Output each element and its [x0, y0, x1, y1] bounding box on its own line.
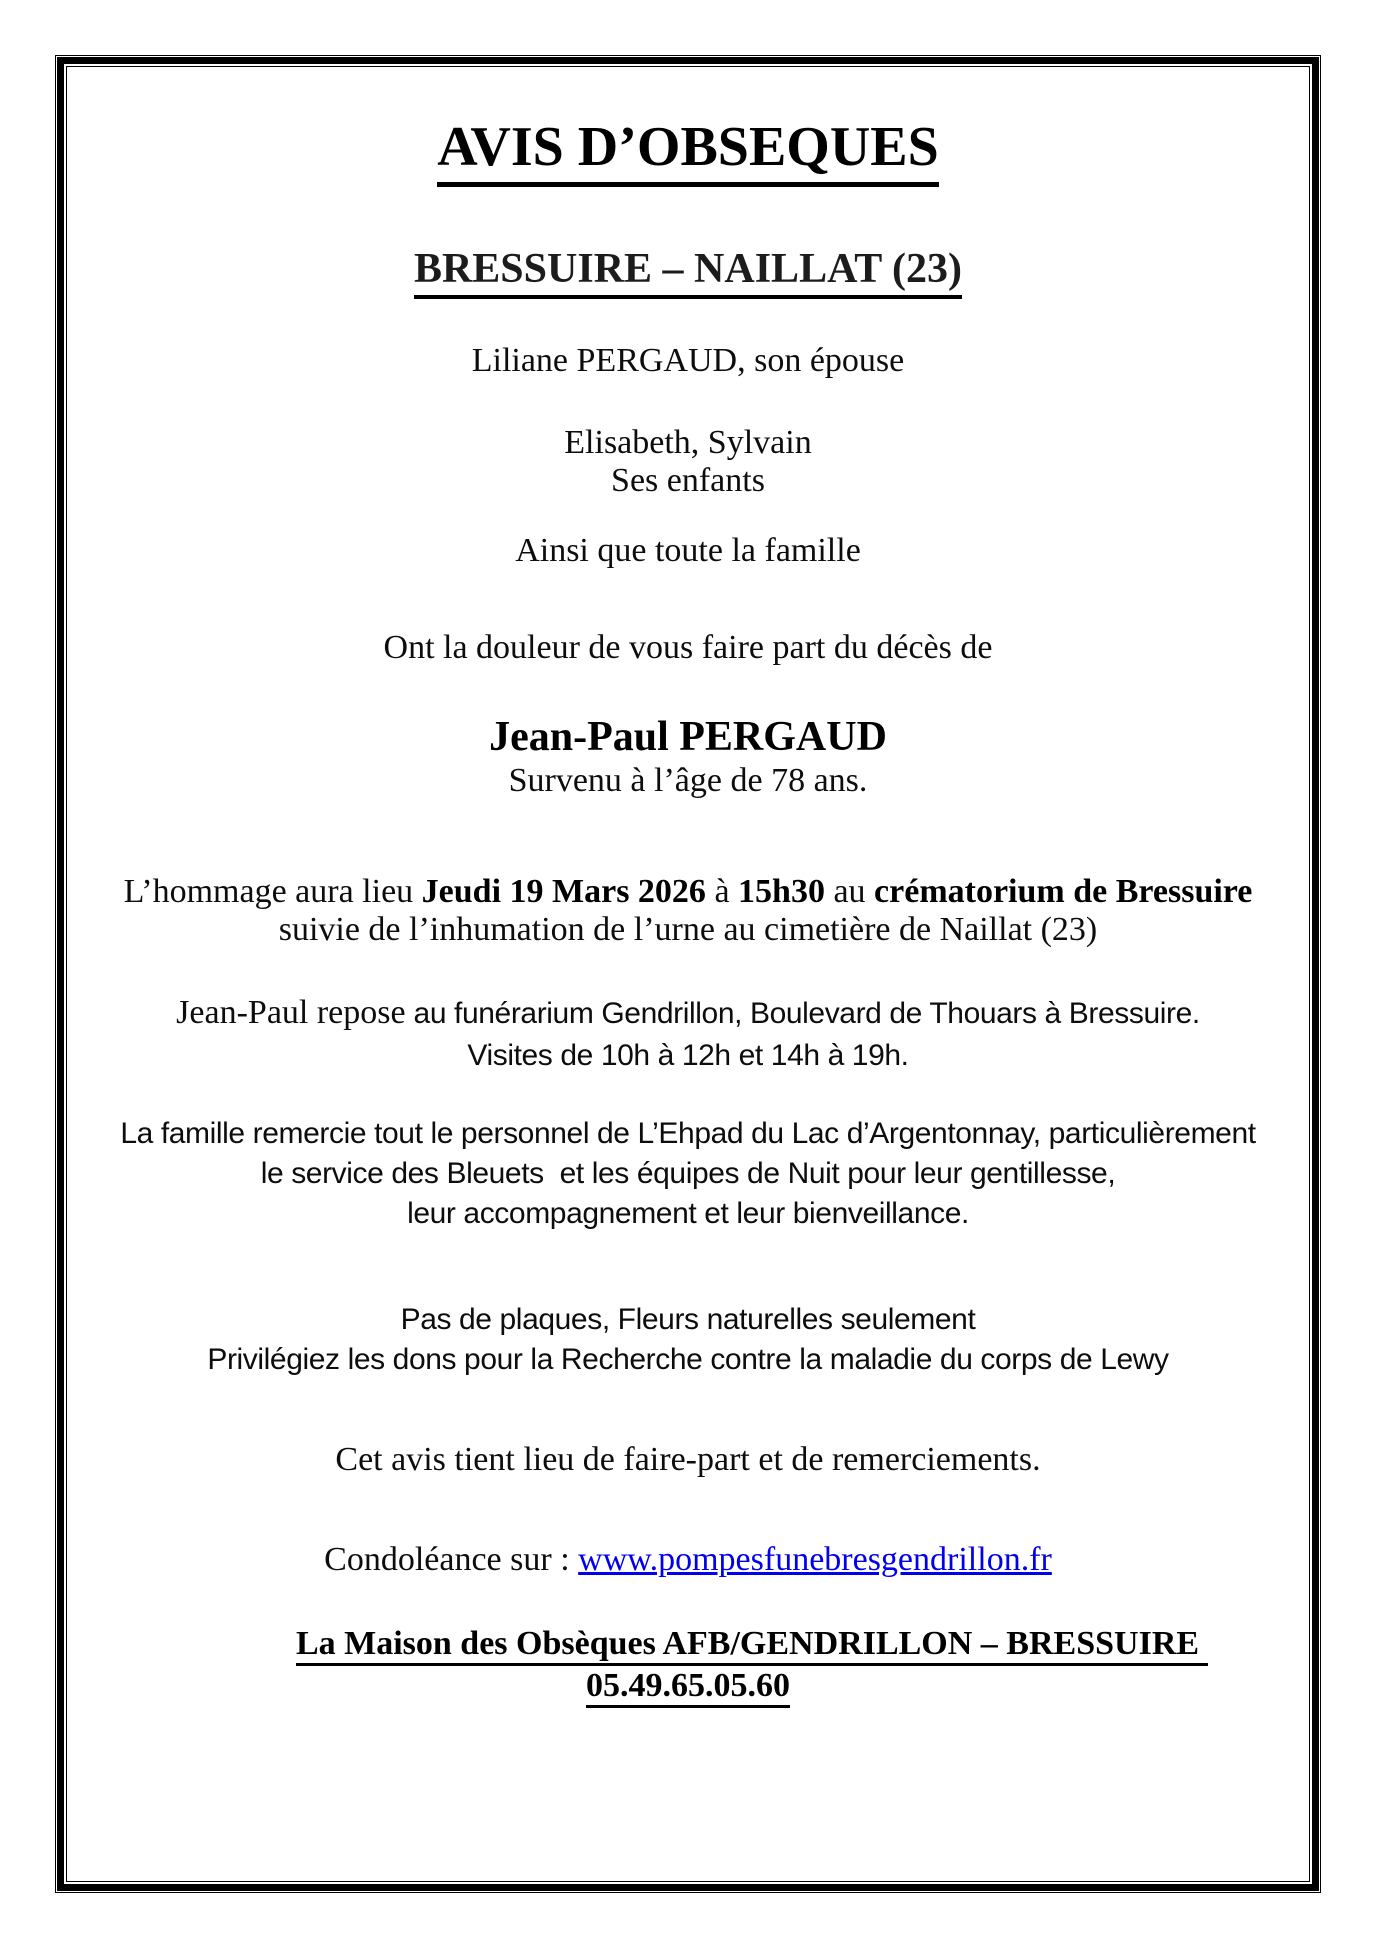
- spouse-line: Liliane PERGAUD, son épouse: [471, 342, 905, 379]
- funeral-home-line: [79, 1581, 1297, 1749]
- thanks-line-3: leur accompagnement et leur bienveillance.: [407, 1197, 969, 1230]
- decorative-frame-inner: [66, 66, 1310, 1882]
- condolence-link[interactable]: www.pompesfunebresgendrillon.fr: [578, 1541, 1052, 1578]
- children-label-line: Ses enfants: [611, 462, 765, 499]
- flowers-paragraph: [79, 1300, 1297, 1380]
- funeral-home-text: La Maison des Obsèques AFB/GENDRILLON – BRESSUIRE 05.49.65.05.60: [296, 1625, 1208, 1708]
- thanks-paragraph: [79, 1114, 1297, 1234]
- ceremony-line-1: L’hommage aura lieu Jeudi 19 Mars 2026 à 15h30 au crématorium de Bressuire: [123, 873, 1253, 910]
- repose-line: Jean-Paul repose au funérarium Gendrillon, Boulevard de Thouars à Bressuire.: [176, 994, 1200, 1031]
- condolence-block: [79, 1539, 1297, 1749]
- repose-paragraph: [79, 992, 1297, 1077]
- ceremony-paragraph: [79, 873, 1297, 949]
- location-heading-text: BRESSUIRE – NAILLAT (23): [414, 246, 962, 299]
- children-names-line: Elisabeth, Sylvain: [564, 424, 812, 461]
- visits-line: Visites de 10h à 12h et 14h à 19h.: [467, 1039, 909, 1072]
- thanks-line-1: La famille remercie tout le personnel de L’Ehpad du Lac d’Argentonnay, particulièrement: [120, 1117, 1256, 1150]
- page-title-text: AVIS D’OBSEQUES: [437, 116, 939, 187]
- family-line: Ainsi que toute la famille: [515, 532, 861, 569]
- deceased-name: Jean-Paul PERGAUD: [489, 714, 887, 760]
- announcement-line: Ont la douleur de vous faire part du décès de: [383, 629, 993, 666]
- decorative-frame-band: [57, 57, 1319, 1891]
- flowers-line: Pas de plaques, Fleurs naturelles seulement: [400, 1303, 976, 1336]
- donation-line: Privilégiez les dons pour la Recherche contre la maladie du corps de Lewy: [207, 1343, 1169, 1376]
- location-heading: [79, 245, 1297, 293]
- condolence-line: [79, 1539, 1297, 1581]
- decorative-frame: [55, 55, 1321, 1893]
- page-title: [79, 116, 1297, 178]
- children-lines: [79, 424, 1297, 500]
- notice-content: [67, 116, 1309, 1749]
- notice-line: Cet avis tient lieu de faire-part et de remerciements.: [335, 1441, 1041, 1478]
- ceremony-line-2: suivie de l’inhumation de l’urne au cimetière de Naillat (23): [278, 911, 1098, 948]
- deceased-block: [79, 713, 1297, 801]
- thanks-line-2: le service des Bleuets et les équipes de Nuit pour leur gentillesse,: [260, 1157, 1116, 1190]
- condolence-prefix: Condoléance sur :: [324, 1541, 579, 1578]
- age-line: Survenu à l’âge de 78 ans.: [508, 762, 868, 799]
